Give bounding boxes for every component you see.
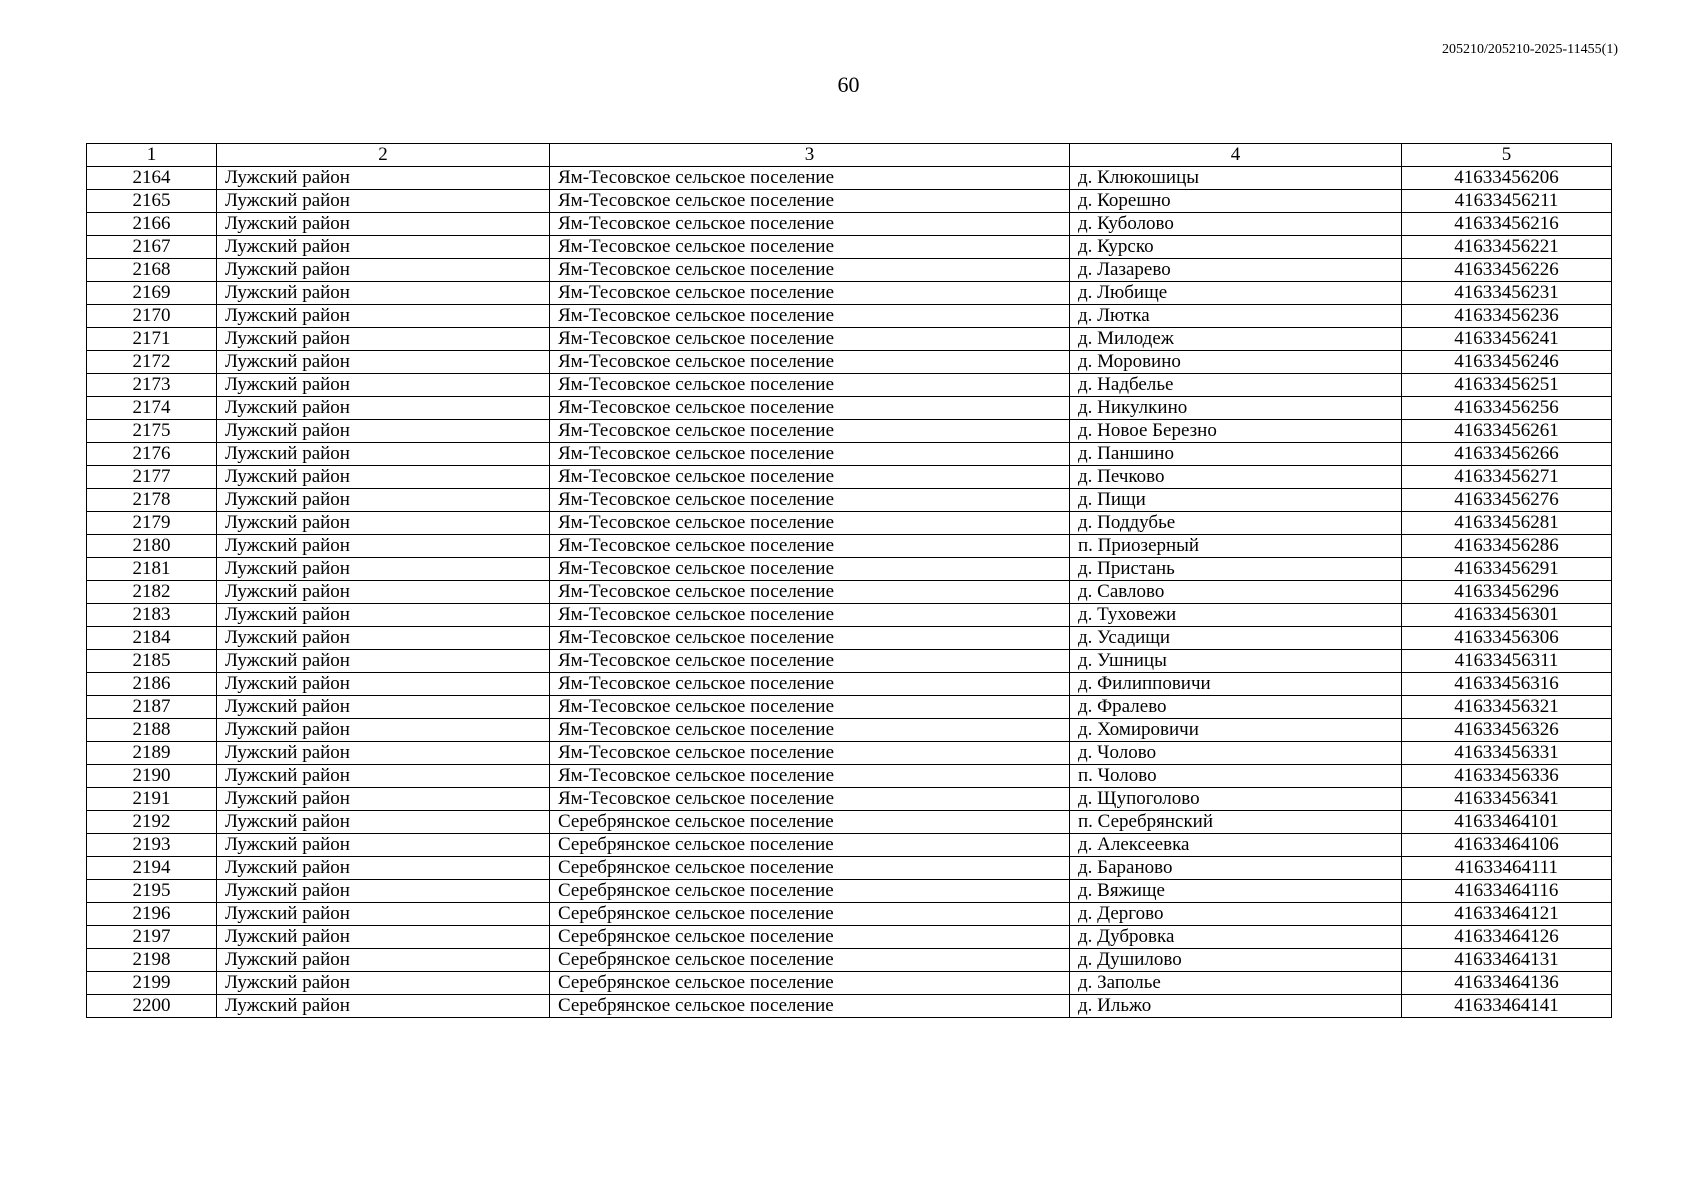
settlement-cell: Ям-Тесовское сельское поселение <box>550 673 1070 696</box>
settlement-cell: Ям-Тесовское сельское поселение <box>550 581 1070 604</box>
code-cell: 41633456336 <box>1402 765 1612 788</box>
table-row <box>87 972 1612 995</box>
locality-cell: д. Ильжо <box>1070 995 1402 1018</box>
row-number-cell: 2164 <box>87 167 217 190</box>
table-row <box>87 880 1612 903</box>
row-number-cell: 2198 <box>87 949 217 972</box>
locality-cell: д. Любище <box>1070 282 1402 305</box>
row-number-cell: 2178 <box>87 489 217 512</box>
settlement-cell: Ям-Тесовское сельское поселение <box>550 397 1070 420</box>
settlement-cell: Ям-Тесовское сельское поселение <box>550 443 1070 466</box>
table-row <box>87 581 1612 604</box>
locality-cell: д. Клюкошицы <box>1070 167 1402 190</box>
code-cell: 41633456241 <box>1402 328 1612 351</box>
settlement-cell: Серебрянское сельское поселение <box>550 857 1070 880</box>
column-header-4: 4 <box>1070 144 1402 167</box>
locality-cell: д. Куболово <box>1070 213 1402 236</box>
row-number-cell: 2181 <box>87 558 217 581</box>
district-cell: Лужский район <box>217 650 550 673</box>
code-cell: 41633456311 <box>1402 650 1612 673</box>
table-row <box>87 627 1612 650</box>
settlement-cell: Серебрянское сельское поселение <box>550 926 1070 949</box>
code-cell: 41633456206 <box>1402 167 1612 190</box>
code-cell: 41633464141 <box>1402 995 1612 1018</box>
code-cell: 41633456261 <box>1402 420 1612 443</box>
settlement-cell: Ям-Тесовское сельское поселение <box>550 282 1070 305</box>
code-cell: 41633456281 <box>1402 512 1612 535</box>
code-cell: 41633456271 <box>1402 466 1612 489</box>
table-row <box>87 857 1612 880</box>
settlement-cell: Серебрянское сельское поселение <box>550 834 1070 857</box>
table-row <box>87 190 1612 213</box>
district-cell: Лужский район <box>217 742 550 765</box>
district-cell: Лужский район <box>217 581 550 604</box>
table-row <box>87 443 1612 466</box>
settlement-cell: Ям-Тесовское сельское поселение <box>550 489 1070 512</box>
district-cell: Лужский район <box>217 466 550 489</box>
district-cell: Лужский район <box>217 673 550 696</box>
table-row <box>87 696 1612 719</box>
district-cell: Лужский район <box>217 512 550 535</box>
district-cell: Лужский район <box>217 236 550 259</box>
district-cell: Лужский район <box>217 190 550 213</box>
district-cell: Лужский район <box>217 627 550 650</box>
locality-cell: д. Новое Березно <box>1070 420 1402 443</box>
locality-cell: д. Лютка <box>1070 305 1402 328</box>
district-cell: Лужский район <box>217 374 550 397</box>
code-cell: 41633456296 <box>1402 581 1612 604</box>
table-row <box>87 788 1612 811</box>
row-number-cell: 2194 <box>87 857 217 880</box>
code-cell: 41633464136 <box>1402 972 1612 995</box>
data-table <box>86 143 1612 1018</box>
table-row <box>87 374 1612 397</box>
code-cell: 41633456236 <box>1402 305 1612 328</box>
code-cell: 41633456341 <box>1402 788 1612 811</box>
row-number-cell: 2175 <box>87 420 217 443</box>
locality-cell: д. Надбелье <box>1070 374 1402 397</box>
settlement-cell: Серебрянское сельское поселение <box>550 972 1070 995</box>
code-cell: 41633456276 <box>1402 489 1612 512</box>
code-cell: 41633456316 <box>1402 673 1612 696</box>
row-number-cell: 2166 <box>87 213 217 236</box>
locality-cell: п. Приозерный <box>1070 535 1402 558</box>
locality-cell: д. Курско <box>1070 236 1402 259</box>
table-row <box>87 742 1612 765</box>
settlement-cell: Ям-Тесовское сельское поселение <box>550 535 1070 558</box>
code-cell: 41633456226 <box>1402 259 1612 282</box>
row-number-cell: 2185 <box>87 650 217 673</box>
table-row <box>87 305 1612 328</box>
settlement-cell: Серебрянское сельское поселение <box>550 903 1070 926</box>
district-cell: Лужский район <box>217 857 550 880</box>
locality-cell: д. Поддубье <box>1070 512 1402 535</box>
table-row <box>87 765 1612 788</box>
table-row <box>87 259 1612 282</box>
row-number-cell: 2182 <box>87 581 217 604</box>
locality-cell: д. Корешно <box>1070 190 1402 213</box>
code-cell: 41633464111 <box>1402 857 1612 880</box>
locality-cell: д. Душилово <box>1070 949 1402 972</box>
code-cell: 41633464106 <box>1402 834 1612 857</box>
table-row <box>87 397 1612 420</box>
settlement-cell: Ям-Тесовское сельское поселение <box>550 190 1070 213</box>
code-cell: 41633456291 <box>1402 558 1612 581</box>
locality-cell: д. Пристань <box>1070 558 1402 581</box>
code-cell: 41633464116 <box>1402 880 1612 903</box>
row-number-cell: 2192 <box>87 811 217 834</box>
code-cell: 41633456301 <box>1402 604 1612 627</box>
table-row <box>87 167 1612 190</box>
settlement-cell: Ям-Тесовское сельское поселение <box>550 213 1070 236</box>
page-number: 60 <box>837 72 860 97</box>
document-id: 205210/205210-2025-11455(1) <box>1441 42 1618 57</box>
row-number-cell: 2200 <box>87 995 217 1018</box>
table-row <box>87 489 1612 512</box>
district-cell: Лужский район <box>217 397 550 420</box>
table-row <box>87 995 1612 1018</box>
code-cell: 41633456216 <box>1402 213 1612 236</box>
settlement-cell: Ям-Тесовское сельское поселение <box>550 305 1070 328</box>
code-cell: 41633464131 <box>1402 949 1612 972</box>
district-cell: Лужский район <box>217 489 550 512</box>
locality-cell: д. Никулкино <box>1070 397 1402 420</box>
row-number-cell: 2170 <box>87 305 217 328</box>
settlement-cell: Ям-Тесовское сельское поселение <box>550 328 1070 351</box>
header-row <box>87 144 1612 167</box>
district-cell: Лужский район <box>217 788 550 811</box>
table-row <box>87 811 1612 834</box>
column-header-2: 2 <box>217 144 550 167</box>
locality-cell: д. Бараново <box>1070 857 1402 880</box>
locality-cell: д. Усадищи <box>1070 627 1402 650</box>
district-cell: Лужский район <box>217 811 550 834</box>
row-number-cell: 2189 <box>87 742 217 765</box>
code-cell: 41633456246 <box>1402 351 1612 374</box>
district-cell: Лужский район <box>217 972 550 995</box>
district-cell: Лужский район <box>217 328 550 351</box>
table-row <box>87 236 1612 259</box>
settlement-cell: Ям-Тесовское сельское поселение <box>550 351 1070 374</box>
settlement-cell: Ям-Тесовское сельское поселение <box>550 719 1070 742</box>
district-cell: Лужский район <box>217 903 550 926</box>
district-cell: Лужский район <box>217 765 550 788</box>
row-number-cell: 2191 <box>87 788 217 811</box>
locality-cell: д. Моровино <box>1070 351 1402 374</box>
settlement-cell: Серебрянское сельское поселение <box>550 811 1070 834</box>
district-cell: Лужский район <box>217 880 550 903</box>
row-number-cell: 2183 <box>87 604 217 627</box>
code-cell: 41633456326 <box>1402 719 1612 742</box>
table-body <box>87 167 1612 1018</box>
settlement-cell: Серебрянское сельское поселение <box>550 949 1070 972</box>
table-row <box>87 466 1612 489</box>
table-row <box>87 512 1612 535</box>
row-number-cell: 2184 <box>87 627 217 650</box>
settlement-cell: Ям-Тесовское сельское поселение <box>550 650 1070 673</box>
table-row <box>87 351 1612 374</box>
row-number-cell: 2187 <box>87 696 217 719</box>
settlement-cell: Ям-Тесовское сельское поселение <box>550 742 1070 765</box>
district-cell: Лужский район <box>217 719 550 742</box>
settlement-cell: Серебрянское сельское поселение <box>550 995 1070 1018</box>
row-number-cell: 2176 <box>87 443 217 466</box>
district-cell: Лужский район <box>217 604 550 627</box>
row-number-cell: 2195 <box>87 880 217 903</box>
row-number-cell: 2180 <box>87 535 217 558</box>
settlement-cell: Ям-Тесовское сельское поселение <box>550 236 1070 259</box>
code-cell: 41633456321 <box>1402 696 1612 719</box>
locality-cell: д. Дергово <box>1070 903 1402 926</box>
row-number-cell: 2172 <box>87 351 217 374</box>
district-cell: Лужский район <box>217 282 550 305</box>
locality-cell: д. Чолово <box>1070 742 1402 765</box>
table-row <box>87 926 1612 949</box>
locality-cell: д. Дубровка <box>1070 926 1402 949</box>
row-number-cell: 2174 <box>87 397 217 420</box>
code-cell: 41633464101 <box>1402 811 1612 834</box>
table-row <box>87 834 1612 857</box>
district-cell: Лужский район <box>217 995 550 1018</box>
code-cell: 41633456306 <box>1402 627 1612 650</box>
locality-cell: д. Заполье <box>1070 972 1402 995</box>
locality-cell: д. Милодеж <box>1070 328 1402 351</box>
district-cell: Лужский район <box>217 420 550 443</box>
settlement-cell: Ям-Тесовское сельское поселение <box>550 420 1070 443</box>
row-number-cell: 2188 <box>87 719 217 742</box>
locality-cell: п. Чолово <box>1070 765 1402 788</box>
locality-cell: д. Пищи <box>1070 489 1402 512</box>
settlement-cell: Ям-Тесовское сельское поселение <box>550 466 1070 489</box>
locality-cell: д. Лазарево <box>1070 259 1402 282</box>
settlement-cell: Ям-Тесовское сельское поселение <box>550 696 1070 719</box>
table-row <box>87 282 1612 305</box>
table-row <box>87 650 1612 673</box>
code-cell: 41633456331 <box>1402 742 1612 765</box>
table-row <box>87 604 1612 627</box>
row-number-cell: 2168 <box>87 259 217 282</box>
code-cell: 41633456231 <box>1402 282 1612 305</box>
settlement-cell: Ям-Тесовское сельское поселение <box>550 512 1070 535</box>
row-number-cell: 2173 <box>87 374 217 397</box>
locality-cell: д. Печково <box>1070 466 1402 489</box>
district-cell: Лужский район <box>217 535 550 558</box>
row-number-cell: 2171 <box>87 328 217 351</box>
table-header <box>87 144 1612 167</box>
code-cell: 41633456286 <box>1402 535 1612 558</box>
district-cell: Лужский район <box>217 949 550 972</box>
locality-cell: д. Фралево <box>1070 696 1402 719</box>
table-row <box>87 535 1612 558</box>
locality-cell: д. Туховежи <box>1070 604 1402 627</box>
row-number-cell: 2167 <box>87 236 217 259</box>
code-cell: 41633464121 <box>1402 903 1612 926</box>
district-cell: Лужский район <box>217 926 550 949</box>
table-row <box>87 213 1612 236</box>
district-cell: Лужский район <box>217 259 550 282</box>
locality-cell: д. Алексеевка <box>1070 834 1402 857</box>
code-cell: 41633456256 <box>1402 397 1612 420</box>
table-row <box>87 328 1612 351</box>
settlement-cell: Ям-Тесовское сельское поселение <box>550 627 1070 650</box>
code-cell: 41633456211 <box>1402 190 1612 213</box>
table-row <box>87 719 1612 742</box>
column-header-3: 3 <box>550 144 1070 167</box>
table-row <box>87 903 1612 926</box>
column-header-5: 5 <box>1402 144 1612 167</box>
row-number-cell: 2196 <box>87 903 217 926</box>
locality-cell: д. Савлово <box>1070 581 1402 604</box>
code-cell: 41633464126 <box>1402 926 1612 949</box>
locality-cell: д. Филипповичи <box>1070 673 1402 696</box>
row-number-cell: 2186 <box>87 673 217 696</box>
row-number-cell: 2169 <box>87 282 217 305</box>
row-number-cell: 2177 <box>87 466 217 489</box>
locality-cell: д. Щупоголово <box>1070 788 1402 811</box>
district-cell: Лужский район <box>217 558 550 581</box>
settlement-cell: Серебрянское сельское поселение <box>550 880 1070 903</box>
district-cell: Лужский район <box>217 305 550 328</box>
district-cell: Лужский район <box>217 696 550 719</box>
district-cell: Лужский район <box>217 351 550 374</box>
district-cell: Лужский район <box>217 167 550 190</box>
row-number-cell: 2179 <box>87 512 217 535</box>
district-cell: Лужский район <box>217 213 550 236</box>
code-cell: 41633456251 <box>1402 374 1612 397</box>
table-row <box>87 558 1612 581</box>
table-row <box>87 673 1612 696</box>
column-header-1: 1 <box>87 144 217 167</box>
locality-cell: д. Хомировичи <box>1070 719 1402 742</box>
district-cell: Лужский район <box>217 443 550 466</box>
code-cell: 41633456266 <box>1402 443 1612 466</box>
locality-cell: п. Серебрянский <box>1070 811 1402 834</box>
district-cell: Лужский район <box>217 834 550 857</box>
table-row <box>87 949 1612 972</box>
locality-cell: д. Паншино <box>1070 443 1402 466</box>
code-cell: 41633456221 <box>1402 236 1612 259</box>
row-number-cell: 2197 <box>87 926 217 949</box>
row-number-cell: 2193 <box>87 834 217 857</box>
settlement-cell: Ям-Тесовское сельское поселение <box>550 259 1070 282</box>
settlement-cell: Ям-Тесовское сельское поселение <box>550 558 1070 581</box>
row-number-cell: 2199 <box>87 972 217 995</box>
table-row <box>87 420 1612 443</box>
settlement-cell: Ям-Тесовское сельское поселение <box>550 374 1070 397</box>
row-number-cell: 2165 <box>87 190 217 213</box>
locality-cell: д. Вяжище <box>1070 880 1402 903</box>
settlement-cell: Ям-Тесовское сельское поселение <box>550 788 1070 811</box>
settlement-cell: Ям-Тесовское сельское поселение <box>550 604 1070 627</box>
settlement-cell: Ям-Тесовское сельское поселение <box>550 765 1070 788</box>
row-number-cell: 2190 <box>87 765 217 788</box>
settlement-cell: Ям-Тесовское сельское поселение <box>550 167 1070 190</box>
locality-cell: д. Ушницы <box>1070 650 1402 673</box>
